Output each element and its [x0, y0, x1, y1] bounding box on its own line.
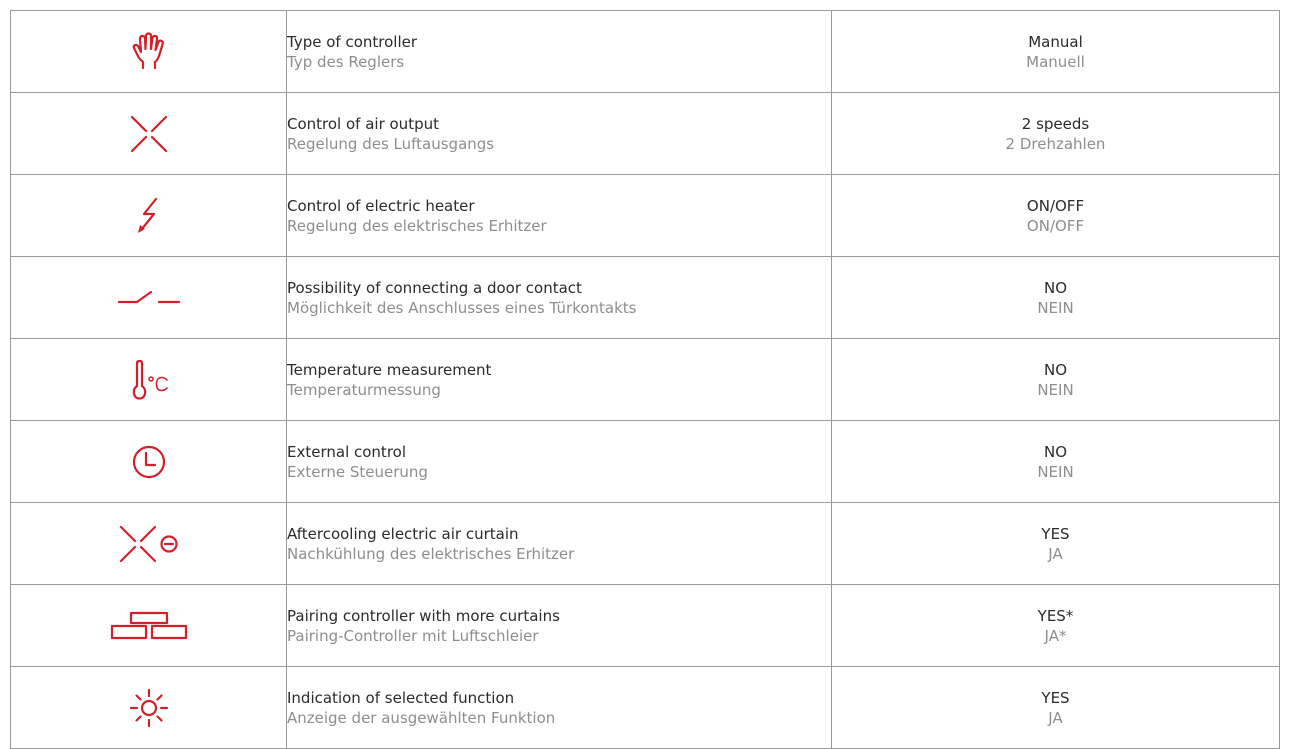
value-de: Manuell	[1026, 52, 1085, 71]
feature-label-en: Control of air output	[287, 114, 439, 133]
indicator-light-icon	[129, 688, 169, 728]
value-de: NEIN	[1037, 380, 1074, 399]
feature-cell	[287, 257, 832, 339]
feature-cell	[287, 93, 832, 175]
value-en: ON/OFF	[1026, 196, 1085, 215]
table-row	[11, 585, 1280, 667]
value-de: JA*	[1044, 626, 1067, 645]
icon-cell	[11, 667, 287, 749]
value-en: YES*	[1037, 606, 1074, 625]
feature-label-de: Regelung des elektrisches Erhitzer	[287, 216, 547, 235]
feature-label-de: Pairing-Controller mit Luftschleier	[287, 626, 539, 645]
icon-cell	[11, 585, 287, 667]
value-en: NO	[1043, 278, 1068, 297]
value-cell	[832, 585, 1280, 667]
feature-label-en: Pairing controller with more curtains	[287, 606, 560, 625]
value-cell	[832, 11, 1280, 93]
feature-cell	[287, 339, 832, 421]
door-contact-switch-icon	[117, 286, 181, 310]
table-row	[11, 11, 1280, 93]
feature-label-de: Nachkühlung des elektrisches Erhitzer	[287, 544, 575, 563]
value-de: JA	[1048, 708, 1063, 727]
feature-label-de: Anzeige der ausgewählten Funktion	[287, 708, 556, 727]
table-row	[11, 257, 1280, 339]
value-cell	[832, 421, 1280, 503]
airflow-icon	[129, 114, 169, 154]
feature-cell	[287, 11, 832, 93]
feature-cell	[287, 503, 832, 585]
table-row	[11, 667, 1280, 749]
value-de: ON/OFF	[1026, 216, 1085, 235]
value-cell	[832, 339, 1280, 421]
icon-cell	[11, 421, 287, 503]
feature-label-de: Temperaturmessung	[287, 380, 441, 399]
feature-cell	[287, 421, 832, 503]
feature-label-de: Externe Steuerung	[287, 462, 428, 481]
table-row	[11, 339, 1280, 421]
value-en: NO	[1043, 360, 1068, 379]
value-cell	[832, 93, 1280, 175]
clock-icon	[129, 442, 169, 482]
icon-cell	[11, 175, 287, 257]
pairing-icon	[110, 611, 188, 641]
feature-cell	[287, 585, 832, 667]
feature-label-de: Typ des Reglers	[287, 52, 405, 71]
hand-icon	[129, 32, 169, 72]
value-en: YES	[1041, 524, 1070, 543]
value-de: JA	[1048, 544, 1063, 563]
aftercooling-icon	[118, 524, 180, 564]
icon-cell	[11, 503, 287, 585]
value-cell	[832, 175, 1280, 257]
table-row	[11, 421, 1280, 503]
value-de: NEIN	[1037, 462, 1074, 481]
icon-cell	[11, 11, 287, 93]
lightning-icon	[129, 196, 169, 236]
value-de: NEIN	[1037, 298, 1074, 317]
feature-label-en: Temperature measurement	[287, 360, 492, 379]
feature-label-de: Regelung des Luftausgangs	[287, 134, 495, 153]
feature-cell	[287, 667, 832, 749]
value-cell	[832, 667, 1280, 749]
icon-cell	[11, 93, 287, 175]
table-row	[11, 175, 1280, 257]
feature-label-de: Möglichkeit des Anschlusses eines Türkontakts	[287, 298, 637, 317]
feature-cell	[287, 175, 832, 257]
feature-label-en: Type of controller	[287, 32, 418, 51]
value-en: 2 speeds	[1021, 114, 1090, 133]
feature-label-en: Control of electric heater	[287, 196, 475, 215]
feature-label-en: Indication of selected function	[287, 688, 515, 707]
table-row	[11, 93, 1280, 175]
icon-cell	[11, 257, 287, 339]
value-de: 2 Drehzahlen	[1005, 134, 1106, 153]
feature-label-en: Possibility of connecting a door contact	[287, 278, 582, 297]
table-row	[11, 503, 1280, 585]
thermometer-icon	[126, 359, 172, 401]
value-cell	[832, 257, 1280, 339]
feature-label-en: External control	[287, 442, 406, 461]
controller-spec-table	[10, 10, 1280, 749]
value-en: Manual	[1028, 32, 1083, 51]
icon-cell	[11, 339, 287, 421]
value-en: YES	[1041, 688, 1070, 707]
value-en: NO	[1043, 442, 1068, 461]
feature-label-en: Aftercooling electric air curtain	[287, 524, 519, 543]
value-cell	[832, 503, 1280, 585]
